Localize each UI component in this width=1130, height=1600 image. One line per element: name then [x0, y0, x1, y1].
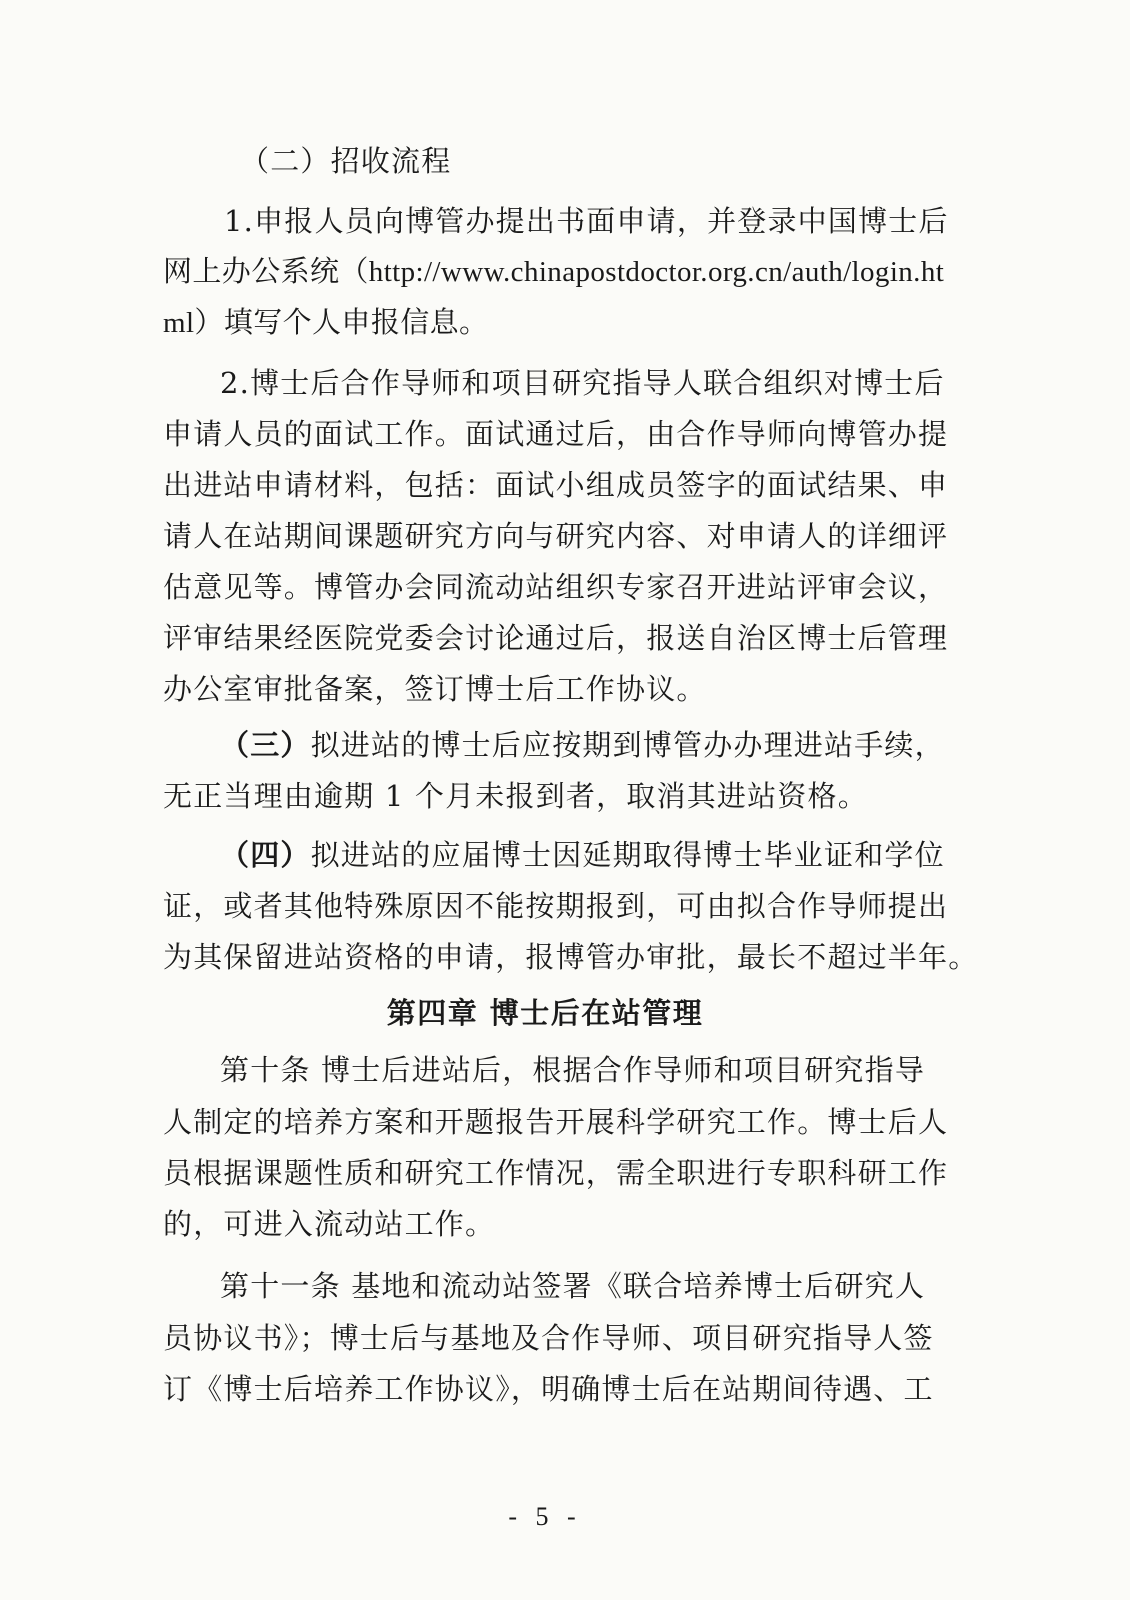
- paragraph-line: 订《博士后培养工作协议》，明确博士后在站期间待遇、工: [163, 1372, 934, 1406]
- paragraph-line-3: [220, 725, 945, 765]
- section-prefix-3: （三）: [220, 728, 311, 762]
- section-prefix-4: （四）: [220, 838, 311, 872]
- paragraph-line: 2.博士后合作导师和项目研究指导人联合组织对博士后: [220, 366, 945, 400]
- paragraph-line: 出进站申请材料，包括：面试小组成员签字的面试结果、申: [163, 468, 949, 502]
- paragraph-line: 员根据课题性质和研究工作情况，需全职进行专职科研工作: [163, 1156, 949, 1190]
- paragraph-line: 1.申报人员向博管办提出书面申请，并登录中国博士后: [224, 204, 949, 238]
- paragraph-line-4: [220, 835, 945, 875]
- paragraph-line: 证，或者其他特殊原因不能按期报到，可由拟合作导师提出: [163, 889, 949, 923]
- paragraph-line-url: 网上办公系统（http://www.chinapostdoctor.org.cn/auth/login.ht: [163, 256, 945, 288]
- paragraph-line: 为其保留进站资格的申请，报博管办审批，最长不超过半年。: [163, 940, 979, 974]
- paragraph-line: 无正当理由逾期 1 个月未报到者，取消其进站资格。: [163, 779, 868, 813]
- section-heading-2: （二）招收流程: [240, 144, 452, 178]
- paragraph-line: 第十一条 基地和流动站签署《联合培养博士后研究人: [220, 1269, 926, 1303]
- paragraph-line: 办公室审批备案，签订博士后工作协议。: [163, 672, 707, 706]
- paragraph-line: 评审结果经医院党委会讨论通过后，报送自治区博士后管理: [163, 621, 949, 655]
- paragraph-line: 申请人员的面试工作。面试通过后，由合作导师向博管办提: [163, 417, 949, 451]
- paragraph-text: 拟进站的博士后应按期到博管办办理进站手续，: [310, 728, 945, 762]
- paragraph-line: ml）填写个人申报信息。: [163, 307, 489, 339]
- paragraph-line: 第十条 博士后进站后，根据合作导师和项目研究指导: [220, 1053, 926, 1087]
- paragraph-line: 估意见等。博管办会同流动站组织专家召开进站评审会议，: [163, 570, 949, 604]
- paragraph-line: 的，可进入流动站工作。: [163, 1207, 496, 1241]
- paragraph-line: 员协议书》；博士后与基地及合作导师、项目研究指导人签: [163, 1321, 934, 1355]
- paragraph-text: 拟进站的应届博士因延期取得博士毕业证和学位: [310, 838, 945, 872]
- paragraph-line: 人制定的培养方案和开题报告开展科学研究工作。博士后人: [163, 1105, 949, 1139]
- page-number: - 5 -: [508, 1502, 582, 1531]
- paragraph-line: 请人在站期间课题研究方向与研究内容、对申请人的详细评: [163, 519, 949, 553]
- chapter-heading: 第四章 博士后在站管理: [386, 996, 704, 1030]
